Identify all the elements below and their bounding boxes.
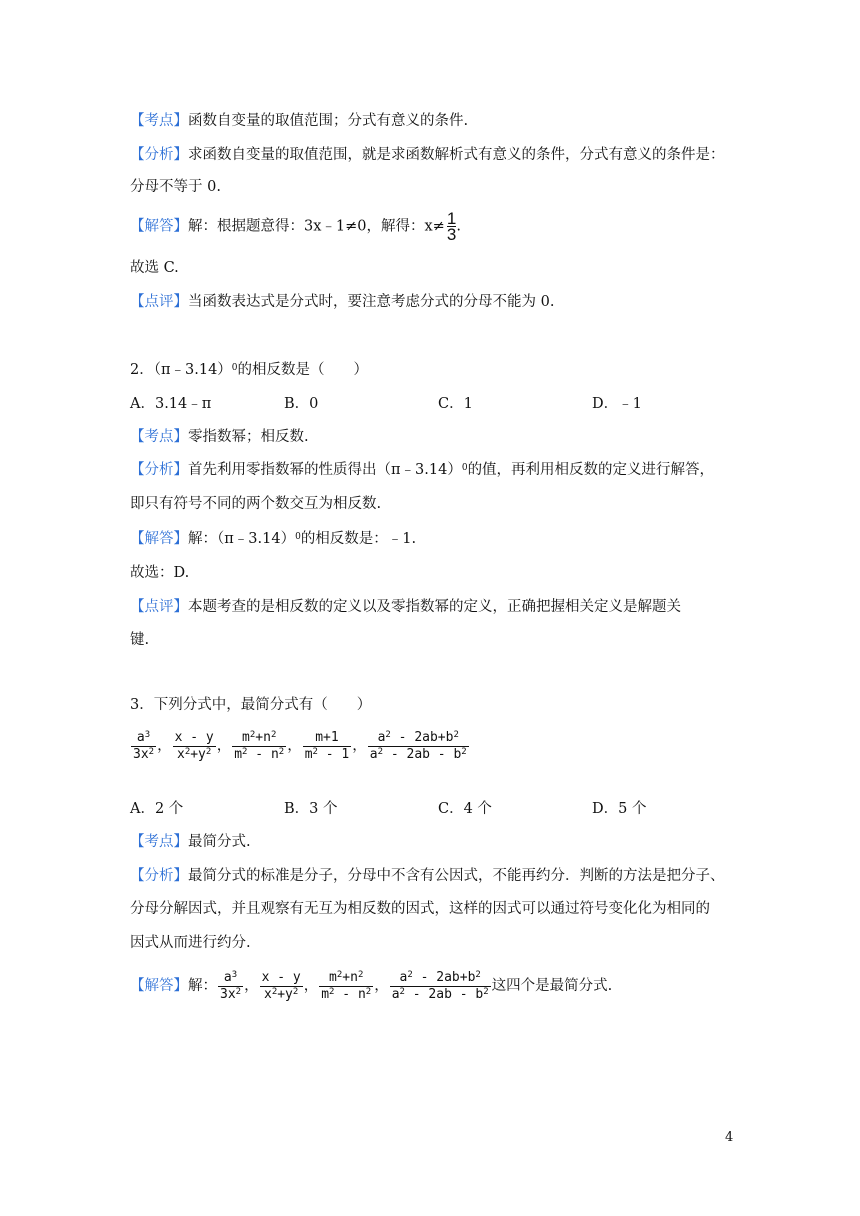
jieda-text-a: 解：（π﹣3.14）	[188, 531, 296, 547]
guxuan-text: 故选：D.	[130, 565, 190, 581]
fenxi-text: 最简分式的标准是分子，分母中不含有公因式，不能再约分．判断的方法是把分子、	[188, 868, 725, 884]
dianping-line	[130, 292, 554, 312]
fenxi-tag: 【分析】	[130, 868, 188, 884]
option-d: D．﹣1	[592, 396, 642, 412]
comma: ，	[303, 978, 319, 994]
fraction-one-third	[447, 211, 456, 242]
kaodian-text: 最简分式.	[188, 834, 251, 850]
kaodian-tag: 【考点】	[130, 834, 188, 850]
exponent: 0	[231, 363, 238, 373]
dianping-line-2	[130, 630, 149, 650]
fenxi-text-2: 分母分解因式，并且观察有无互为相反数的因式，这样的因式可以通过符号变化化为相同的	[130, 901, 710, 917]
fenxi-line	[130, 866, 725, 886]
stem-part-b: 的相反数是（ ）	[237, 362, 369, 378]
kaodian-line	[130, 427, 309, 447]
fenxi-tag: 【分析】	[130, 147, 188, 163]
option-d: D．5 个	[592, 801, 647, 817]
fenxi-line	[130, 145, 725, 165]
fenxi-text-a: 首先利用零指数幂的性质得出（π﹣3.14）	[188, 462, 462, 478]
comma: ，	[287, 738, 302, 754]
jieda-tag: 【解答】	[130, 978, 188, 994]
fraction-ab: $\frac{a^2 - 2ab+b^2}{a^2 - 2ab - b^2}$	[369, 729, 467, 762]
question-3-stem	[130, 695, 371, 715]
dianping-text-2: 键.	[130, 632, 150, 648]
page-number: 4	[725, 1130, 734, 1145]
jieda-line	[130, 529, 416, 549]
kaodian-text: 函数自变量的取值范围；分式有意义的条件.	[188, 113, 469, 129]
jieda-suffix: 这四个是最简分式.	[491, 978, 613, 994]
jieda-tag: 【解答】	[130, 218, 188, 235]
stem-text: 3．下列分式中，最简分式有（ ）	[130, 697, 372, 713]
comma: ，	[216, 738, 232, 754]
exponent: 0	[295, 532, 301, 542]
jieda-line	[130, 211, 461, 242]
fenxi-line	[130, 460, 714, 480]
fenxi-text-2: 分母不等于 0.	[130, 179, 221, 195]
fraction-list	[130, 728, 470, 764]
comma: ，	[374, 978, 389, 994]
fraction-denominator: 3	[446, 225, 457, 244]
guxuan-text: 故选 C.	[130, 260, 179, 276]
jieda-tag: 【解答】	[130, 531, 188, 547]
kaodian-line	[130, 832, 251, 852]
jieda-text-b: 的相反数是：﹣1.	[300, 531, 417, 547]
jieda-end: .	[456, 218, 461, 235]
dianping-text: 当函数表达式是分式时，要注意考虑分式的分母不能为 0.	[188, 294, 555, 310]
option-c: C．1	[438, 396, 473, 412]
option-c: C．4 个	[438, 801, 492, 817]
comma: ，	[157, 738, 172, 754]
option-b: B．3 个	[284, 801, 338, 817]
option-a: A．2 个	[130, 801, 184, 817]
fraction-ab: $\frac{a^2 - 2ab+b^2}{a^2 - 2ab - b^2}$	[391, 969, 489, 1002]
fraction-xy: $\frac{x - y}{x^2+y^2}$	[174, 729, 214, 762]
option-b: B．0	[284, 396, 319, 412]
fenxi-line-2	[130, 899, 710, 919]
comma: ，	[244, 978, 259, 994]
fraction-mn: $\frac{m^2+n^2}{m^2 - n^2}$	[234, 729, 285, 762]
dianping-text: 本题考查的是相反数的定义以及零指数幂的定义，正确把握相关定义是解题关	[188, 599, 681, 615]
jieda-text: 解：根据题意得：3x﹣1≠0，解得：x≠	[188, 218, 445, 235]
fraction-mn: $\frac{m^2+n^2}{m^2 - n^2}$	[321, 969, 372, 1002]
kaodian-text: 零指数幂；相反数.	[188, 429, 309, 445]
dianping-line	[130, 597, 681, 617]
fraction-a3-3x2: $\frac{a^3}{3x^2}$	[220, 969, 242, 1002]
fraction-xy: $\frac{x - y}{x^2+y^2}$	[261, 969, 301, 1002]
fraction-numerator: 1	[446, 209, 457, 228]
jieda-prefix: 解：	[188, 978, 217, 994]
kaodian-tag: 【考点】	[130, 429, 188, 445]
stem-part-a: 2．（π﹣3.14）	[130, 362, 232, 378]
option-a: A．3.14﹣π	[130, 396, 212, 412]
kaodian-tag: 【考点】	[130, 113, 188, 129]
exponent: 0	[461, 463, 468, 473]
fenxi-line-2	[130, 177, 221, 197]
jieda-line	[130, 968, 612, 1004]
fenxi-text-2: 即只有符号不同的两个数交互为相反数.	[130, 496, 382, 512]
kaodian-line	[130, 111, 468, 131]
fraction-a3-3x2: $\frac{a^3}{3x^2}$	[133, 729, 155, 762]
dianping-tag: 【点评】	[130, 294, 188, 310]
guxuan-line	[130, 258, 179, 278]
fenxi-line-2	[130, 494, 381, 514]
fenxi-text-b: 的值，再利用相反数的定义进行解答，	[467, 462, 715, 478]
comma: ，	[352, 738, 367, 754]
fenxi-tag: 【分析】	[130, 462, 188, 478]
fenxi-text: 求函数自变量的取值范围，就是求函数解析式有意义的条件，分式有意义的条件是：	[188, 147, 725, 163]
question-2-stem	[130, 360, 368, 380]
fraction-m1: $\frac{m+1}{m^2 - 1}$	[304, 729, 350, 762]
fenxi-line-3	[130, 933, 251, 953]
dianping-tag: 【点评】	[130, 599, 188, 615]
fenxi-text-3: 因式从而进行约分.	[130, 935, 251, 951]
guxuan-line	[130, 563, 189, 583]
